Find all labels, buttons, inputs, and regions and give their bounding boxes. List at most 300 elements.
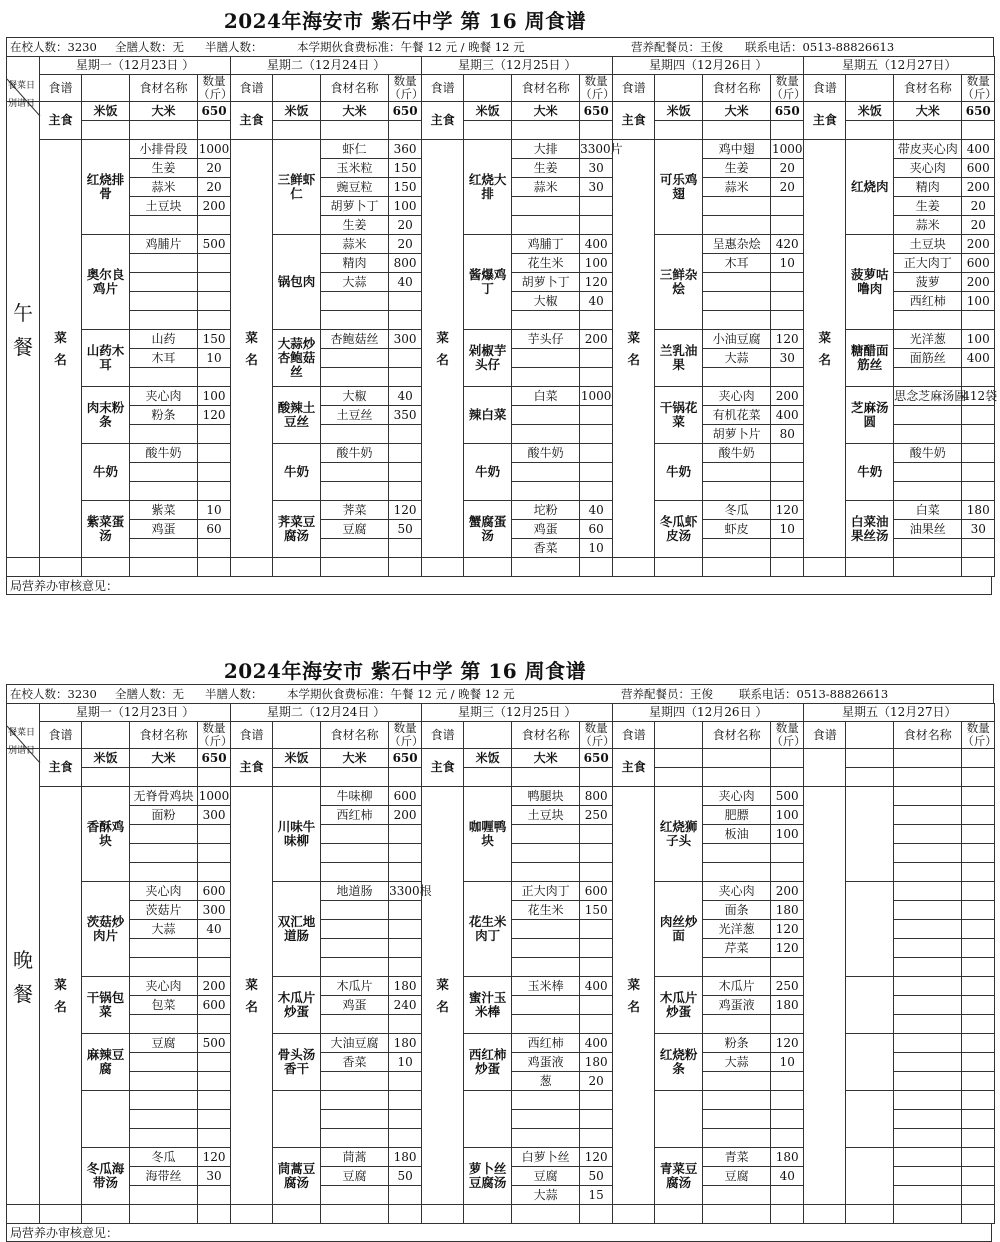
- blank-cell: [512, 768, 580, 787]
- dish-column-label-text: 菜名: [436, 329, 449, 367]
- blank-cell: [962, 558, 995, 577]
- dish-name: 锅包肉: [273, 235, 321, 330]
- ingredient-qty: [771, 1072, 804, 1091]
- staple-ingredient: [894, 749, 962, 768]
- qty-header: 数量（斤）: [580, 74, 615, 101]
- dish-name: [464, 1091, 512, 1148]
- ingredient-qty: 10: [389, 1053, 422, 1072]
- ingredient-qty: 120: [771, 920, 804, 939]
- dish-name: 咖喱鸭块: [464, 787, 512, 882]
- ingredient-name: 花生米: [512, 901, 580, 920]
- ingredient-qty: 200: [580, 330, 613, 349]
- ingredient-name: 蒜米: [703, 178, 771, 197]
- ingredient-qty: 20: [389, 216, 422, 235]
- blank-cell: [655, 121, 703, 140]
- ingredient-name: [703, 1186, 771, 1205]
- ingredient-qty: [389, 349, 422, 368]
- ingredient-qty: [198, 292, 231, 311]
- ingredient-qty: 200: [962, 235, 995, 254]
- ingredient-qty: 200: [389, 806, 422, 825]
- dish-row: [7, 330, 995, 349]
- ingredient-name: 白菜: [512, 387, 580, 406]
- full-board-count: 全膳人数：无: [115, 40, 184, 54]
- nutritionist: 营养配餐员：王俊: [631, 40, 723, 54]
- ingredient-qty: [389, 292, 422, 311]
- ingredient-qty: [389, 1186, 422, 1205]
- ingredient-qty: [962, 958, 995, 977]
- ingredient-qty: [389, 939, 422, 958]
- day-header-mon: 星期一（12月23日 ）: [40, 704, 231, 722]
- empty-header: [273, 75, 321, 102]
- ingredient-name: 山药: [130, 330, 198, 349]
- blank-cell: [464, 121, 512, 140]
- ingredient-qty: [771, 1091, 804, 1110]
- ingredient-qty: 420: [771, 235, 804, 254]
- dish-name: 大蒜炒杏鲍菇丝: [273, 330, 321, 387]
- blank-cell: [894, 768, 962, 787]
- dish-name: 牛奶: [846, 444, 894, 501]
- dish-name: 木瓜片炒蛋: [655, 977, 703, 1034]
- ingredient-name: 板油: [703, 825, 771, 844]
- ingredient-name: [894, 958, 962, 977]
- ingredient-name: 豌豆粒: [321, 178, 389, 197]
- ingredient-qty: [771, 1129, 804, 1148]
- day-header-mon: 星期一（12月23日 ）: [40, 57, 231, 75]
- blank-cell: [273, 121, 321, 140]
- ingredient-name: [894, 1034, 962, 1053]
- ingredient-qty: [389, 1110, 422, 1129]
- ingredient-qty: [771, 958, 804, 977]
- blank-cell: [580, 1205, 613, 1224]
- day-header-thu: 星期四（12月26日 ）: [613, 704, 804, 722]
- ingredient-name: [321, 844, 389, 863]
- ingredient-qty: [389, 863, 422, 882]
- dish-row: [7, 444, 995, 463]
- ingredient-name: [321, 1186, 389, 1205]
- blank-cell: [771, 1205, 804, 1224]
- blank-cell: [389, 558, 422, 577]
- ingredient-name: [703, 1072, 771, 1091]
- qty-header: 数量（斤）: [962, 721, 997, 748]
- ingredient-qty: 600: [198, 996, 231, 1015]
- dish-name: 酸辣土豆丝: [273, 387, 321, 444]
- ingredient-header: 食材名称: [512, 722, 580, 749]
- ingredient-header: 食材名称: [703, 75, 771, 102]
- recipe-header: 食谱: [613, 722, 655, 749]
- ingredient-name: 面粉: [130, 806, 198, 825]
- ingredient-header: 食材名称: [130, 722, 198, 749]
- staple-label: 主食: [422, 102, 464, 140]
- staple-row-blank: [7, 768, 995, 787]
- ingredient-name: [321, 539, 389, 558]
- ingredient-name: 鸡蛋: [512, 520, 580, 539]
- dish-name: 可乐鸡翅: [655, 140, 703, 235]
- ingredient-qty: 20: [198, 159, 231, 178]
- ingredient-qty: [771, 1015, 804, 1034]
- dinner-sheet-title: [6, 658, 994, 684]
- ingredient-name: 夹心肉: [894, 159, 962, 178]
- ingredient-name: 生姜: [703, 159, 771, 178]
- ingredient-qty: 40: [389, 387, 422, 406]
- ingredient-qty: [580, 958, 613, 977]
- ingredient-name: [512, 1091, 580, 1110]
- ingredient-name: 面条: [703, 901, 771, 920]
- blank-cell: [655, 1205, 703, 1224]
- dish-name: 红烧狮子头: [655, 787, 703, 882]
- dish-name: [846, 1148, 894, 1205]
- ingredient-name: 大蒜: [703, 1053, 771, 1072]
- ingredient-qty: [962, 425, 995, 444]
- ingredient-qty: [580, 1091, 613, 1110]
- dish-column-label: [613, 787, 655, 1205]
- blank-cell: [655, 558, 703, 577]
- ingredient-qty: 500: [198, 1034, 231, 1053]
- staple-ingredient: [703, 749, 771, 768]
- ingredient-qty: 412袋: [962, 387, 995, 406]
- ingredient-qty: 50: [580, 1167, 613, 1186]
- dish-name: 萝卜丝豆腐汤: [464, 1148, 512, 1205]
- ingredient-name: 无脊骨鸡块: [130, 787, 198, 806]
- ingredient-qty: [962, 1072, 995, 1091]
- recipe-header: 食谱: [231, 722, 273, 749]
- qty-header: 数量（斤）: [771, 74, 806, 101]
- corner-label-1: 餐菜日: [8, 81, 36, 91]
- ingredient-name: 荠菜: [321, 501, 389, 520]
- ingredient-qty: [962, 1053, 995, 1072]
- blank-cell: [273, 558, 321, 577]
- blank-cell: [962, 121, 995, 140]
- blank-cell: [512, 1205, 580, 1224]
- fee-standard: 本学期伙食费标准：午餐 12 元 / 晚餐 12 元: [297, 40, 525, 54]
- ingredient-qty: 100: [580, 254, 613, 273]
- ingredient-qty: 60: [580, 520, 613, 539]
- ingredient-name: [894, 844, 962, 863]
- ingredient-name: [894, 1129, 962, 1148]
- lunch-title-text: 2024年海安市 紫石中学 第 16 周食谱: [223, 9, 587, 33]
- ingredient-qty: [962, 1091, 995, 1110]
- ingredient-name: [130, 844, 198, 863]
- ingredient-qty: [580, 844, 613, 863]
- ingredient-name: 蒜米: [321, 235, 389, 254]
- students-count: 在校人数：3230: [10, 687, 97, 701]
- ingredient-qty: 20: [962, 216, 995, 235]
- ingredient-qty: [389, 482, 422, 501]
- ingredient-qty: 400: [580, 235, 613, 254]
- dinner-meal-text: 晚餐: [13, 947, 33, 1006]
- ingredient-name: [321, 1091, 389, 1110]
- blank-cell: [804, 558, 846, 577]
- ingredient-qty: [580, 825, 613, 844]
- ingredient-header: 食材名称: [321, 75, 389, 102]
- ingredient-name: [512, 996, 580, 1015]
- dish-name: 干锅花菜: [655, 387, 703, 444]
- blank-cell: [40, 1205, 82, 1224]
- dish-row: [7, 1148, 995, 1167]
- ingredient-qty: [962, 444, 995, 463]
- blank-cell: [613, 558, 655, 577]
- ingredient-qty: [580, 863, 613, 882]
- dish-name: [846, 1034, 894, 1091]
- ingredient-qty: 400: [580, 1034, 613, 1053]
- staple-qty: 650: [389, 102, 422, 121]
- ingredient-name: 香菜: [512, 539, 580, 558]
- ingredient-name: [321, 292, 389, 311]
- ingredient-name: [130, 1015, 198, 1034]
- ingredient-qty: 200: [198, 977, 231, 996]
- ingredient-name: [894, 901, 962, 920]
- blank-cell: [613, 1205, 655, 1224]
- ingredient-name: 土豆块: [894, 235, 962, 254]
- blank-cell: [198, 558, 231, 577]
- day-header-tue: 星期二（12月24日 ）: [231, 57, 422, 75]
- ingredient-qty: 800: [389, 254, 422, 273]
- dish-name: 麻辣豆腐: [82, 1034, 130, 1091]
- staple-ingredient: 大米: [703, 102, 771, 121]
- dish-name: 辣白菜: [464, 387, 512, 444]
- ingredient-name: 胡萝卜片: [703, 425, 771, 444]
- ingredient-qty: 180: [389, 977, 422, 996]
- ingredient-qty: 3300片: [580, 140, 613, 159]
- ingredient-name: 青菜: [703, 1148, 771, 1167]
- ingredient-name: [512, 216, 580, 235]
- ingredient-qty: [389, 1072, 422, 1091]
- ingredient-qty: [962, 844, 995, 863]
- day-header-fri: 星期五（12月27日）: [804, 704, 995, 722]
- lunch-menu-table: [6, 56, 998, 577]
- ingredient-name: 白萝卜丝: [512, 1148, 580, 1167]
- ingredient-name: [894, 863, 962, 882]
- ingredient-name: [321, 939, 389, 958]
- staple-label: 主食: [804, 102, 846, 140]
- ingredient-qty: [580, 311, 613, 330]
- ingredient-qty: [962, 939, 995, 958]
- empty-header: [82, 75, 130, 102]
- qty-header: 数量（斤）: [198, 721, 233, 748]
- ingredient-qty: 800: [580, 787, 613, 806]
- column-header-row: [7, 75, 995, 102]
- dish-name: [655, 1091, 703, 1148]
- dish-name: 牛奶: [82, 444, 130, 501]
- ingredient-qty: 180: [389, 1148, 422, 1167]
- ingredient-qty: [771, 844, 804, 863]
- staple-dish: 米饭: [464, 102, 512, 121]
- day-header-row: [7, 704, 995, 722]
- contact-phone: 联系电话：0513-88826613: [745, 40, 895, 54]
- blank-cell: [231, 558, 273, 577]
- ingredient-qty: 180: [962, 501, 995, 520]
- ingredient-qty: 180: [771, 996, 804, 1015]
- ingredient-qty: [962, 1034, 995, 1053]
- blank-cell: [894, 121, 962, 140]
- ingredient-qty: [198, 444, 231, 463]
- staple-qty: 650: [389, 749, 422, 768]
- blank-cell: [846, 121, 894, 140]
- ingredient-name: [894, 463, 962, 482]
- dish-name: 三鲜虾仁: [273, 140, 321, 235]
- ingredient-name: [512, 482, 580, 501]
- ingredient-name: [130, 311, 198, 330]
- ingredient-qty: 30: [771, 349, 804, 368]
- ingredient-qty: [962, 1015, 995, 1034]
- staple-qty: [771, 749, 804, 768]
- empty-header: [655, 75, 703, 102]
- lunch-meal-text: 午餐: [13, 300, 33, 359]
- ingredient-qty: [198, 939, 231, 958]
- ingredient-name: [894, 1091, 962, 1110]
- blank-cell: [82, 558, 130, 577]
- ingredient-name: 西红柿: [321, 806, 389, 825]
- staple-ingredient: 大米: [321, 749, 389, 768]
- ingredient-qty: [580, 1110, 613, 1129]
- ingredient-qty: 400: [580, 977, 613, 996]
- ingredient-qty: [389, 958, 422, 977]
- ingredient-qty: 360: [389, 140, 422, 159]
- ingredient-qty: [198, 1091, 231, 1110]
- ingredient-name: 光洋葱: [703, 920, 771, 939]
- ingredient-name: 夹心肉: [130, 387, 198, 406]
- blank-cell: [130, 1205, 198, 1224]
- dish-name: 白菜油果丝汤: [846, 501, 894, 558]
- staple-qty: 650: [198, 749, 231, 768]
- ingredient-qty: 30: [580, 178, 613, 197]
- staple-dish: 米饭: [846, 102, 894, 121]
- ingredient-name: [703, 1091, 771, 1110]
- ingredient-name: [130, 368, 198, 387]
- dinner-title-text: 2024年海安市 紫石中学 第 16 周食谱: [223, 659, 587, 683]
- ingredient-name: [321, 463, 389, 482]
- dinner-meal-label: [7, 749, 40, 1205]
- ingredient-name: [130, 1053, 198, 1072]
- dish-name: 川味牛味柳: [273, 787, 321, 882]
- recipe-header: 食谱: [804, 722, 846, 749]
- ingredient-qty: 20: [771, 178, 804, 197]
- blank-cell: [198, 1205, 231, 1224]
- ingredient-name: 酸牛奶: [512, 444, 580, 463]
- dish-row: [7, 1091, 995, 1110]
- ingredient-name: [512, 197, 580, 216]
- lunch-sheet-title: [6, 8, 994, 34]
- dish-column-label-text: 菜名: [627, 976, 640, 1014]
- empty-header: [464, 722, 512, 749]
- ingredient-name: [130, 1091, 198, 1110]
- ingredient-qty: [580, 406, 613, 425]
- staple-qty: 650: [962, 102, 995, 121]
- recipe-header: 食谱: [40, 75, 82, 102]
- ingredient-name: [130, 1072, 198, 1091]
- ingredient-name: 紫菜: [130, 501, 198, 520]
- recipe-header: 食谱: [422, 75, 464, 102]
- ingredient-qty: 600: [962, 254, 995, 273]
- corner-label-2: 别谱日: [8, 746, 36, 756]
- dish-column-label: [40, 140, 82, 558]
- staple-dish: 米饭: [655, 102, 703, 121]
- empty-header: [846, 722, 894, 749]
- ingredient-name: 生姜: [130, 159, 198, 178]
- ingredient-name: 西红柿: [894, 292, 962, 311]
- ingredient-qty: [580, 425, 613, 444]
- ingredient-name: 精肉: [894, 178, 962, 197]
- ingredient-name: [512, 920, 580, 939]
- ingredient-name: [894, 311, 962, 330]
- blank-cell: [389, 1205, 422, 1224]
- ingredient-name: [512, 958, 580, 977]
- dish-row: [7, 140, 995, 159]
- ingredient-name: [512, 349, 580, 368]
- ingredient-name: [703, 463, 771, 482]
- ingredient-name: [512, 844, 580, 863]
- ingredient-qty: 120: [771, 1034, 804, 1053]
- recipe-header: 食谱: [613, 75, 655, 102]
- ingredient-name: 肥膘: [703, 806, 771, 825]
- ingredient-name: [703, 292, 771, 311]
- ingredient-qty: [962, 996, 995, 1015]
- blank-cell: [198, 121, 231, 140]
- ingredient-name: 夹心肉: [703, 882, 771, 901]
- ingredient-name: 大蒜: [130, 920, 198, 939]
- dinner-review-row: 局营养办审核意见：: [6, 1224, 992, 1242]
- ingredient-qty: 100: [962, 292, 995, 311]
- ingredient-qty: 400: [962, 349, 995, 368]
- blank-cell: [512, 558, 580, 577]
- ingredient-qty: 20: [198, 178, 231, 197]
- ingredient-name: 牛味柳: [321, 787, 389, 806]
- ingredient-qty: [771, 216, 804, 235]
- dish-column-label: [613, 140, 655, 558]
- ingredient-name: 鸡蛋: [321, 996, 389, 1015]
- ingredient-name: [130, 273, 198, 292]
- dish-name: 肉末粉条: [82, 387, 130, 444]
- ingredient-name: 带皮夹心肉: [894, 140, 962, 159]
- ingredient-qty: [962, 1129, 995, 1148]
- dish-name: [273, 1091, 321, 1148]
- ingredient-qty: 100: [389, 197, 422, 216]
- ingredient-qty: 100: [771, 806, 804, 825]
- staple-dish: 米饭: [82, 749, 130, 768]
- blank-cell: [580, 558, 613, 577]
- ingredient-name: [894, 1053, 962, 1072]
- ingredient-name: 思念芝麻汤圆: [894, 387, 962, 406]
- blank-cell: [894, 1205, 962, 1224]
- ingredient-name: [703, 216, 771, 235]
- ingredient-qty: 30: [962, 520, 995, 539]
- blank-cell: [580, 768, 613, 787]
- blank-cell: [464, 1205, 512, 1224]
- dish-row: [7, 387, 995, 406]
- dish-column-label-text: 菜名: [245, 329, 258, 367]
- staple-dish: [846, 749, 894, 768]
- staple-label: 主食: [613, 749, 655, 787]
- dish-name: 红烧排骨: [82, 140, 130, 235]
- ingredient-name: 葱: [512, 1072, 580, 1091]
- ingredient-name: [321, 1129, 389, 1148]
- blank-cell: [422, 1205, 464, 1224]
- column-header-row: [7, 722, 995, 749]
- staple-label: [804, 749, 846, 787]
- ingredient-name: [894, 996, 962, 1015]
- ingredient-name: [130, 482, 198, 501]
- ingredient-qty: [580, 444, 613, 463]
- ingredient-qty: [580, 368, 613, 387]
- recipe-header: 食谱: [422, 722, 464, 749]
- ingredient-name: 木耳: [130, 349, 198, 368]
- blank-cell: [422, 558, 464, 577]
- ingredient-qty: [198, 482, 231, 501]
- ingredient-qty: [962, 882, 995, 901]
- dish-name: 青菜豆腐汤: [655, 1148, 703, 1205]
- ingredient-name: [894, 425, 962, 444]
- ingredient-qty: [198, 368, 231, 387]
- ingredient-qty: 200: [962, 273, 995, 292]
